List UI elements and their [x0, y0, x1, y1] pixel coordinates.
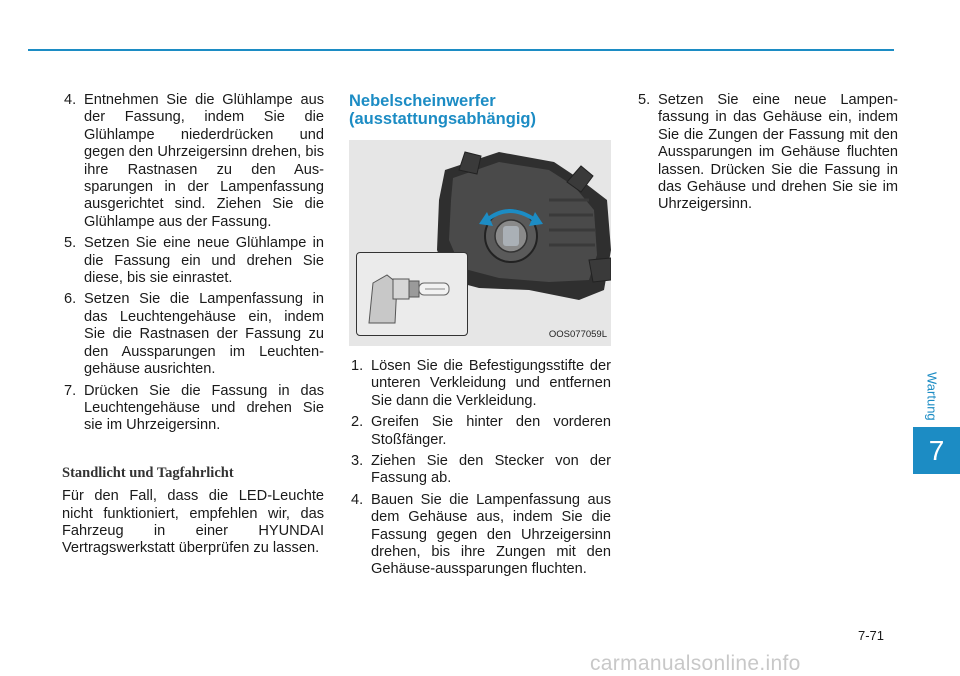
- watermark: carmanualsonline.info: [590, 652, 801, 675]
- header-rule: [28, 49, 894, 51]
- list-item: 3. Ziehen Sie den Stecker von der Fassung ab.: [351, 453, 611, 487]
- middle-column: [349, 92, 611, 583]
- right-steps-list: [636, 92, 898, 214]
- fog-lamp-figure: [349, 140, 611, 346]
- page-number: 7-71: [858, 628, 885, 643]
- list-item: 6. Setzen Sie die Lampenfassung in das Leuchtengehäuse ein, indem Sie die Rastnasen der Fassung zu den Aussparungen im Leuchten-gehäuse ausrichten.: [64, 291, 324, 378]
- led-paragraph: Für den Fall, dass die LED-Leuchte nicht funktioniert, empfehlen wir, das Fahrzeug in einer HYUNDAI Vertragswerkstatt überprüfen zu lassen.: [62, 488, 324, 557]
- left-column: [62, 92, 324, 558]
- list-item: 2. Greifen Sie hinter den vorderen Stoßfänger.: [351, 414, 611, 448]
- list-item: 5. Setzen Sie eine neue Lampen-fassung in das Gehäuse ein, indem Sie die Zungen der Fassung mit den Aussparungen im Gehäuse fluchten lassen. Drücken Sie die Fassung in das Gehäuse und drehen Sie sie im Uhrzeigersinn.: [638, 92, 898, 213]
- list-item: 4. Entnehmen Sie die Glühlampe aus der Fassung, indem Sie die Glühlampe niederdrücken und gegen den Uhrzeigersinn drehen, bis ihre Rastnasen zu den Aus-sparungen in der Lampenfassung ausgerichtet sind. Ziehen Sie die Glühlampe aus der Fassung.: [64, 92, 324, 230]
- bulb-inset: [356, 252, 468, 336]
- figure-code: OOS077059L: [548, 328, 607, 340]
- section-subheading: Standlicht und Tagfahrlicht: [62, 464, 234, 481]
- chapter-label: Wartung: [924, 371, 940, 421]
- list-item: 7. Drücken Sie die Fassung in das Leuchtengehäuse und drehen Sie sie im Uhrzeigersinn.: [64, 382, 324, 434]
- chapter-tab: 7: [913, 427, 960, 474]
- bulb-icon: [357, 253, 467, 335]
- right-column: [636, 92, 898, 218]
- list-item: 4. Bauen Sie die Lampenfassung aus dem Gehäuse aus, indem Sie die Fassung gegen den Uhrzeigersinn drehen, bis ihre Zungen mit den Gehäuse-aussparungen fluchten.: [351, 491, 611, 578]
- middle-steps-list: [349, 358, 611, 579]
- list-item: 1. Lösen Sie die Befestigungsstifte der unteren Verkleidung und entfernen Sie dann die Verkleidung.: [351, 358, 611, 409]
- left-steps-list: [62, 92, 324, 435]
- list-item: 5. Setzen Sie eine neue Glühlampe in die Fassung ein und drehen Sie diese, bis sie einrastet.: [64, 235, 324, 287]
- section-heading: Nebelscheinwerfer (ausstattungsabhängig): [349, 92, 537, 128]
